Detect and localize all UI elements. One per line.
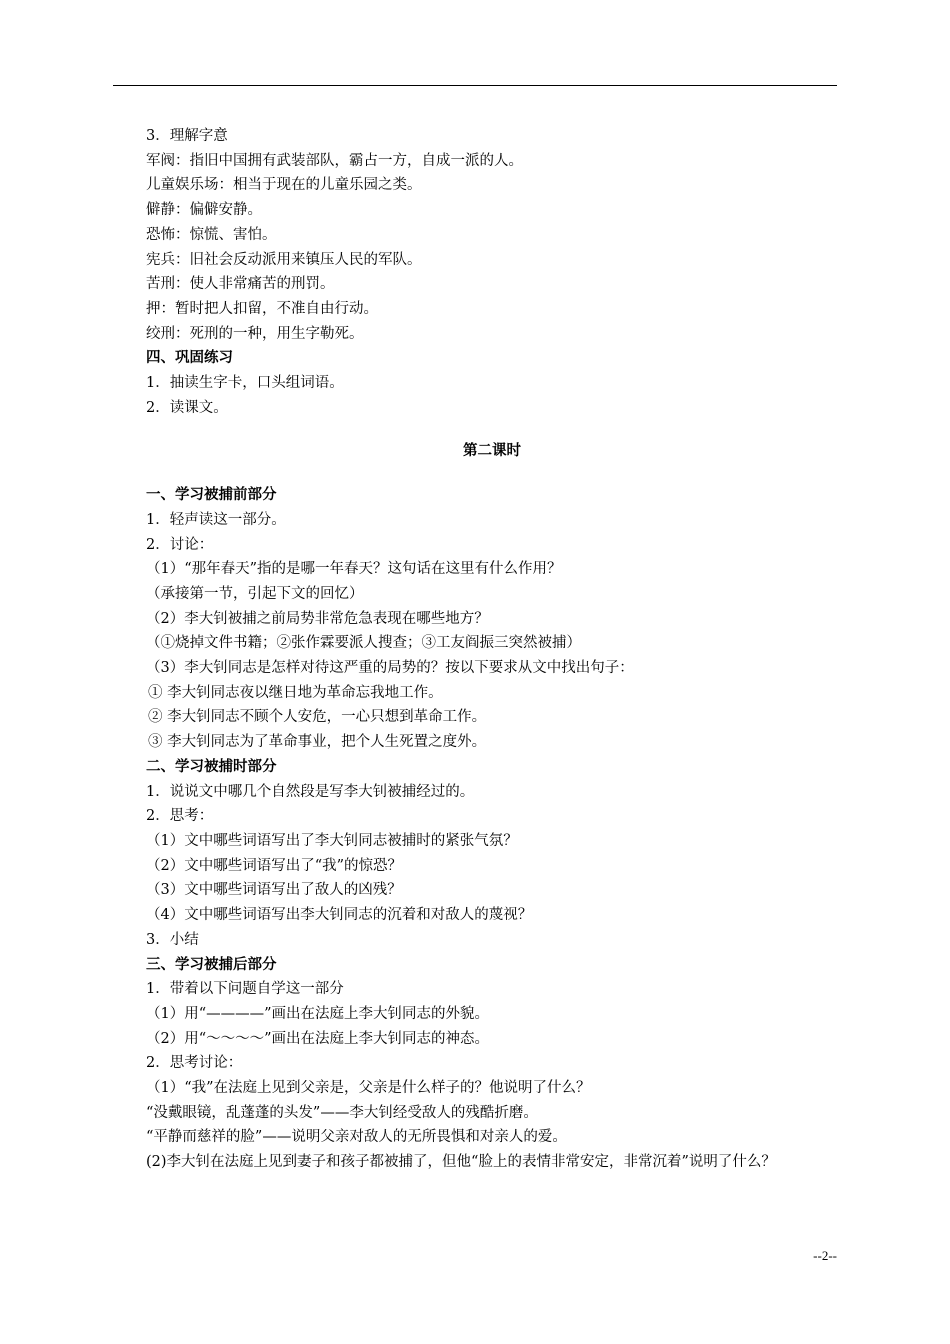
text-line: （①烧掉文件书籍；②张作霖要派人搜查；③工友阎振三突然被捕） bbox=[146, 635, 581, 652]
header-rule bbox=[113, 85, 837, 86]
text-line: 绞刑：死刑的一种，用生字勒死。 bbox=[146, 325, 364, 342]
text-line: 押：暂时把人扣留，不准自由行动。 bbox=[146, 300, 378, 317]
text-line: ③ 李大钊同志为了革命事业，把个人生死置之度外。 bbox=[148, 734, 487, 751]
paragraph-text: (2)李大钊在法庭上见到妻子和孩子都被捕了，但他“脸上的表情非常安定，非常沉着”说明了什么？ bbox=[146, 1154, 776, 1171]
text-line: （3）李大钊同志是怎样对待这严重的局势的？按以下要求从文中找出句子： bbox=[146, 660, 634, 677]
text-line: （1）用“————”画出在法庭上李大钊同志的外貌。 bbox=[146, 1005, 490, 1022]
text-line: “没戴眼镜，乱蓬蓬的头发”——李大钊经受敌人的残酷折磨。 bbox=[146, 1104, 538, 1121]
text-line: “平静而慈祥的脸”——说明父亲对敌人的无所畏惧和对亲人的爱。 bbox=[146, 1129, 567, 1146]
text-line: ① 李大钊同志夜以继日地为革命忘我地工作。 bbox=[148, 684, 443, 701]
text-line: （1）“那年春天”指的是哪一年春天？这句话在这里有什么作用？ bbox=[146, 561, 562, 578]
text-line: 2．思考讨论： bbox=[146, 1055, 243, 1072]
text-line: （2）李大钊被捕之前局势非常危急表现在哪些地方？ bbox=[146, 610, 489, 627]
text-line: 2．读课文。 bbox=[146, 399, 228, 416]
page-number: --2-- bbox=[813, 1248, 837, 1263]
text-line: （3）文中哪些词语写出了敌人的凶残？ bbox=[146, 882, 402, 899]
text-line: 3．理解字意 bbox=[146, 128, 228, 144]
text-line: 苦刑：使人非常痛苦的刑罚。 bbox=[146, 276, 335, 293]
text-line: 3．小结 bbox=[146, 931, 199, 948]
text-line: 1．抽读生字卡，口头组词语。 bbox=[146, 375, 344, 392]
section-heading: 二、学习被捕时部分 bbox=[146, 757, 277, 775]
section-heading: 四、巩固练习 bbox=[146, 349, 233, 367]
text-line: 1．带着以下问题自学这一部分 bbox=[146, 981, 344, 998]
text-line: 恐怖：惊慌、害怕。 bbox=[146, 226, 277, 243]
text-line: （1）“我”在法庭上见到父亲是，父亲是什么样子的？他说明了什么？ bbox=[146, 1080, 591, 1097]
text-line: 宪兵：旧社会反动派用来镇压人民的军队。 bbox=[146, 251, 422, 268]
text-line: 儿童娱乐场：相当于现在的儿童乐园之类。 bbox=[146, 177, 422, 194]
text-line: （承接第一节，引起下文的回忆） bbox=[146, 585, 364, 602]
text-line: 军阀：指旧中国拥有武装部队，霸占一方，自成一派的人。 bbox=[146, 152, 523, 169]
lesson-title: 第二课时 bbox=[463, 442, 521, 460]
text-line: 1．说说文中哪几个自然段是写李大钊被捕经过的。 bbox=[146, 783, 475, 800]
text-line: （1）文中哪些词语写出了李大钊同志被捕时的紧张气氛？ bbox=[146, 832, 518, 849]
text-line: （2）用“～～～～”画出在法庭上李大钊同志的神态。 bbox=[146, 1030, 490, 1047]
text-line: 1．轻声读这一部分。 bbox=[146, 511, 286, 528]
text-line: 2．讨论： bbox=[146, 536, 214, 553]
section-heading: 一、学习被捕前部分 bbox=[146, 486, 277, 504]
paragraph bbox=[113, 1150, 838, 1175]
text-line: （2）文中哪些词语写出了“我”的惊恐？ bbox=[146, 857, 403, 874]
text-line: 僻静：偏僻安静。 bbox=[146, 202, 262, 219]
section-heading: 三、学习被捕后部分 bbox=[146, 955, 277, 973]
text-line: （4）文中哪些词语写出李大钊同志的沉着和对敌人的蔑视？ bbox=[146, 907, 533, 924]
document-body bbox=[146, 124, 838, 1175]
text-line: ② 李大钊同志不顾个人安危，一心只想到革命工作。 bbox=[148, 709, 487, 726]
text-line: 2．思考： bbox=[146, 808, 214, 825]
